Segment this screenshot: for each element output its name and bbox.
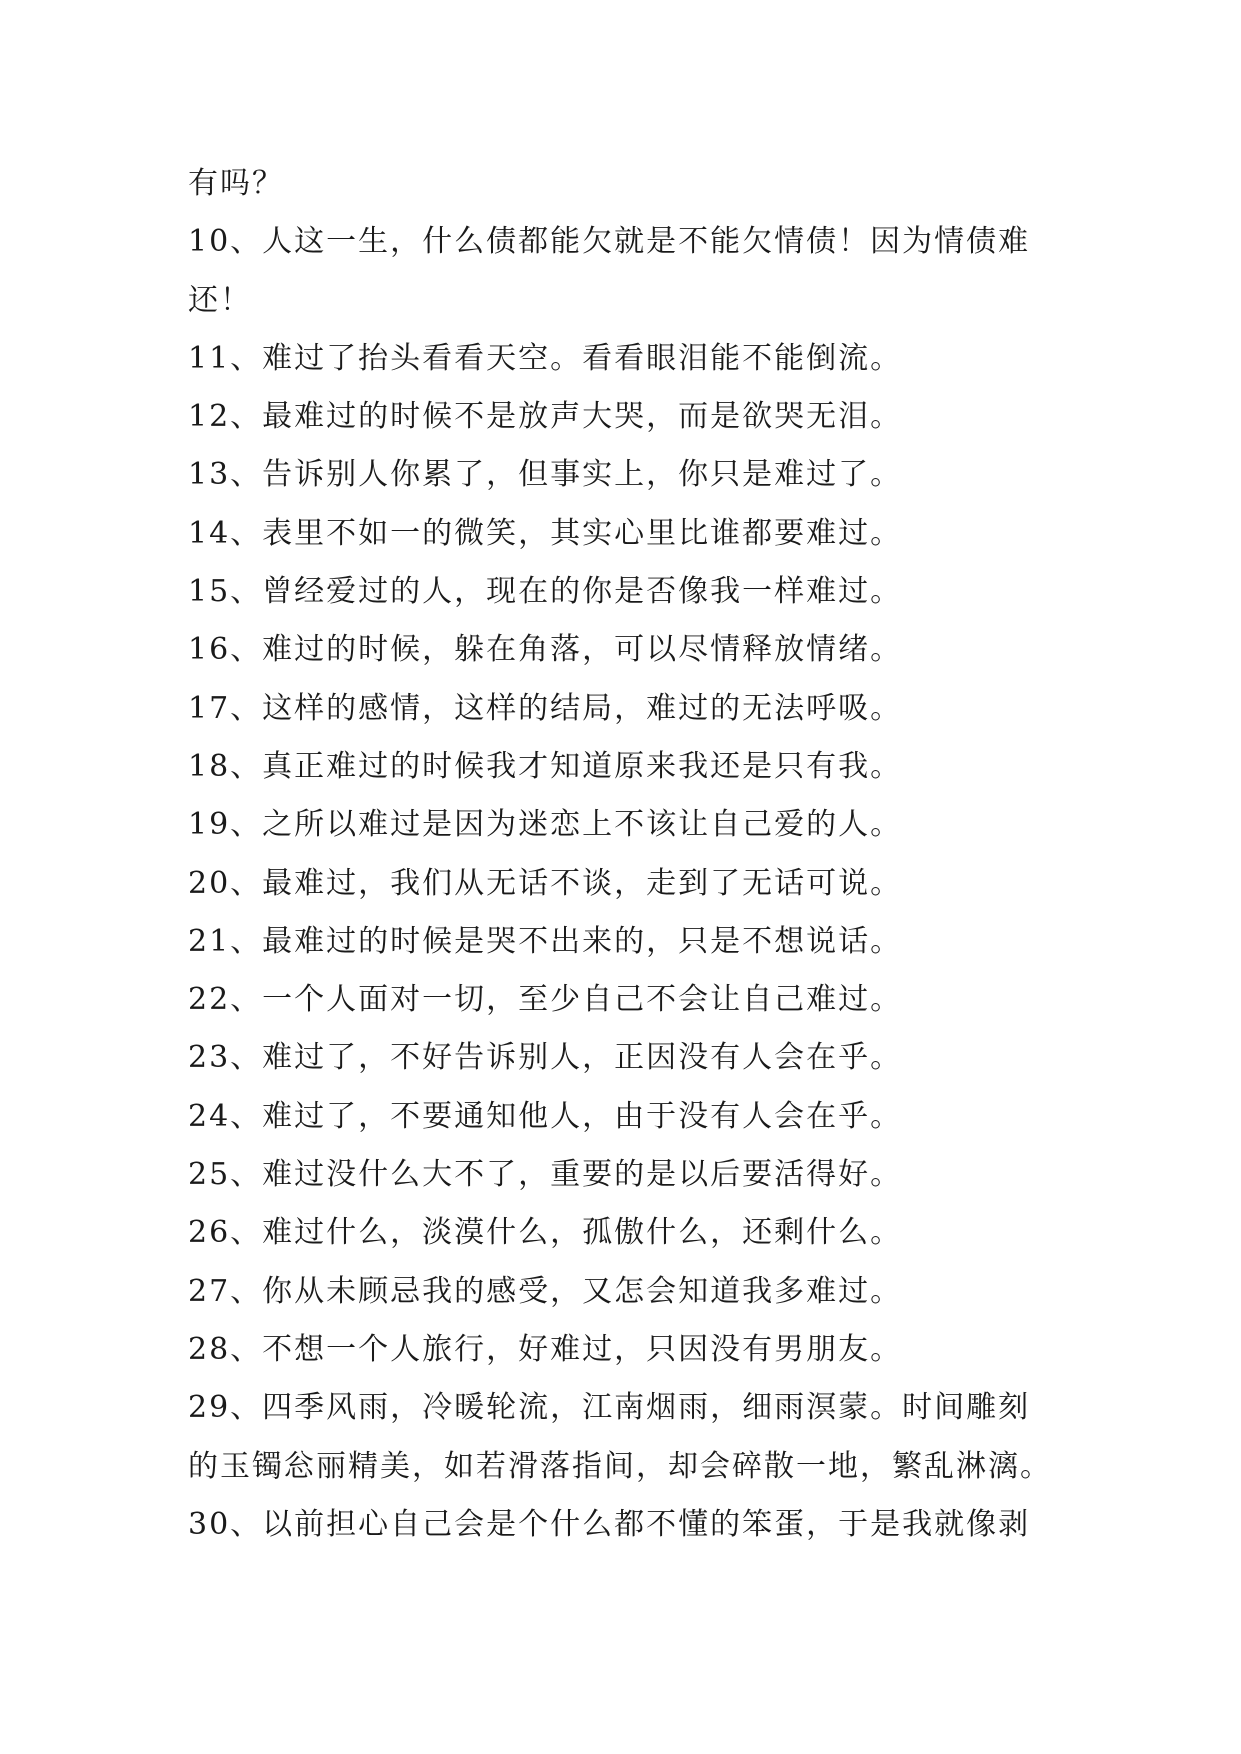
text-line: 25、难过没什么大不了，重要的是以后要活得好。 [188, 1157, 903, 1193]
text-line: 26、难过什么，淡漠什么，孤傲什么，还剩什么。 [188, 1215, 903, 1251]
text-line: 21、最难过的时候是哭不出来的，只是不想说话。 [188, 923, 903, 959]
text-line: 15、曾经爱过的人，现在的你是否像我一样难过。 [188, 574, 903, 610]
text-line: 29、四季风雨，冷暖轮流，江南烟雨，细雨溟蒙。时间雕刻 [188, 1390, 1031, 1426]
text-line: 23、难过了，不好告诉别人，正因没有人会在乎。 [188, 1040, 903, 1076]
text-line: 10、人这一生，什么债都能欠就是不能欠情债！因为情债难 [188, 224, 1031, 260]
text-line: 还！ [188, 282, 252, 318]
text-line: 30、以前担心自己会是个什么都不懂的笨蛋，于是我就像剥 [188, 1506, 1031, 1542]
text-line: 12、最难过的时候不是放声大哭，而是欲哭无泪。 [188, 399, 903, 435]
text-line: 20、最难过，我们从无话不谈，走到了无话可说。 [188, 865, 903, 901]
text-line: 13、告诉别人你累了，但事实上，你只是难过了。 [188, 457, 903, 493]
text-line: 的玉镯忩丽精美，如若滑落指间，却会碎散一地，繁乱淋漓。 [188, 1448, 1052, 1484]
text-line: 19、之所以难过是因为迷恋上不该让自己爱的人。 [188, 807, 903, 843]
text-line: 24、难过了，不要通知他人，由于没有人会在乎。 [188, 1098, 903, 1134]
text-line: 16、难过的时候，躲在角落，可以尽情释放情绪。 [188, 632, 903, 668]
text-line: 22、一个人面对一切，至少自己不会让自己难过。 [188, 982, 903, 1018]
text-line: 14、表里不如一的微笑，其实心里比谁都要难过。 [188, 515, 903, 551]
text-line: 有吗？ [188, 166, 284, 201]
text-line: 18、真正难过的时候我才知道原来我还是只有我。 [188, 748, 903, 784]
text-line: 28、不想一个人旅行，好难过，只因没有男朋友。 [188, 1331, 903, 1367]
body-text [188, 155, 1063, 1554]
text-line: 27、你从未顾忌我的感受，又怎会知道我多难过。 [188, 1273, 903, 1309]
text-line: 11、难过了抬头看看天空。看看眼泪能不能倒流。 [188, 340, 903, 376]
text-line: 17、这样的感情，这样的结局，难过的无法呼吸。 [188, 690, 903, 726]
